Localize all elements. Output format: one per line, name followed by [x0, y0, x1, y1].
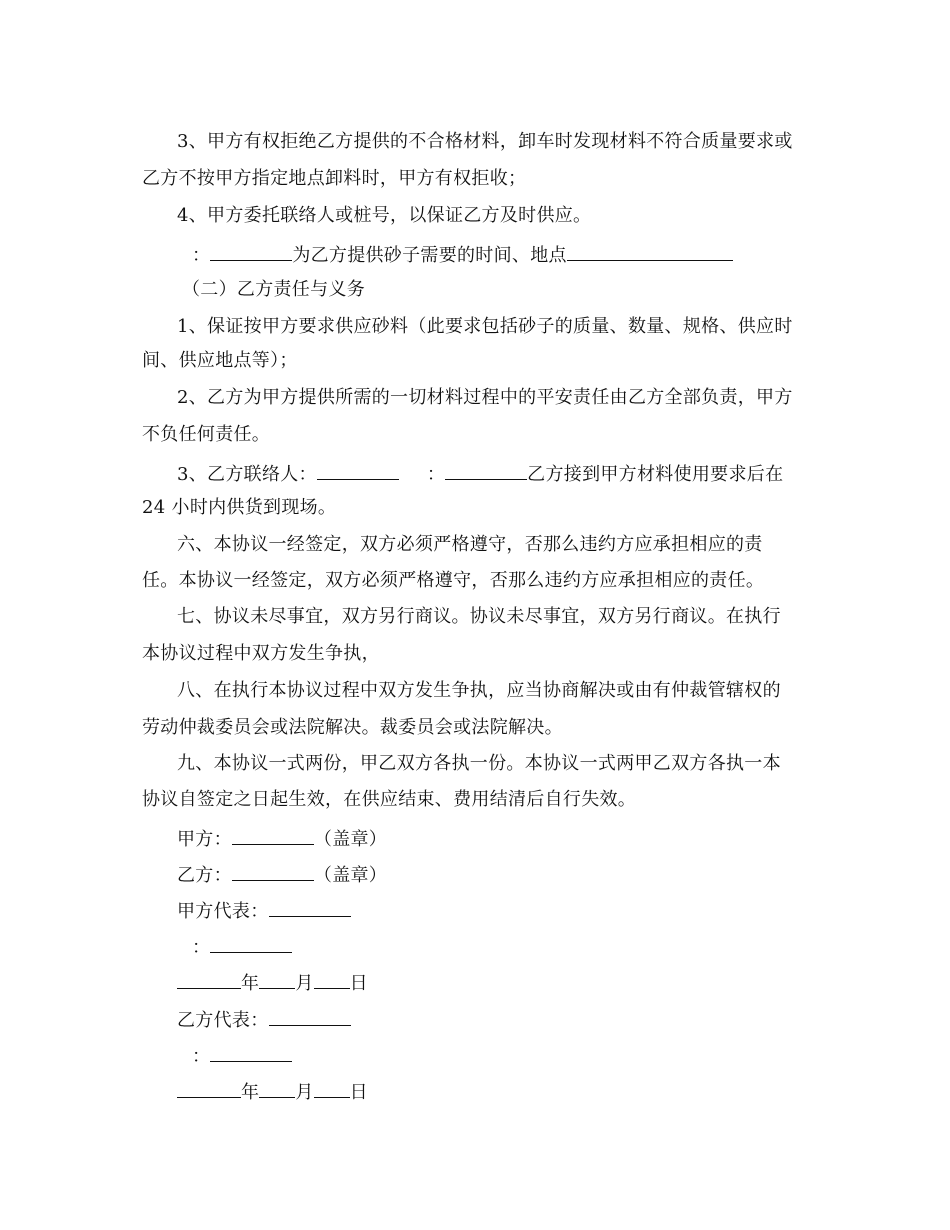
paragraph-line: [177, 461, 783, 486]
signature-rep-a: [177, 898, 351, 923]
text: 日: [349, 1082, 368, 1103]
blank-field: [314, 1079, 350, 1098]
date-line-b: [177, 1079, 368, 1104]
paragraph-line: [142, 789, 636, 811]
text: 年: [241, 973, 260, 994]
blank-field: [567, 242, 733, 261]
text: 为乙方提供砂子需要的时间、地点: [292, 245, 567, 266]
text: 2、乙方为甲方提供所需的一切材料过程中的平安责任由乙方全部负责，甲方: [177, 387, 793, 408]
text: 24 小时内供货到现场。: [142, 497, 337, 518]
text: ：: [192, 1046, 211, 1067]
text: ：: [426, 464, 446, 485]
text: 不负任何责任。: [142, 424, 271, 445]
paragraph-line: [177, 205, 591, 227]
blank-field: [445, 461, 527, 480]
blank-field: [317, 461, 399, 480]
blank-field: [269, 898, 351, 917]
paragraph-line: [142, 168, 526, 190]
text: 六、本协议一经签定，双方必须严格遵守，否那么违约方应承担相应的责: [177, 534, 763, 555]
paragraph-line: [142, 643, 380, 665]
blank-field: [269, 1007, 351, 1026]
text: 月: [295, 973, 314, 994]
text: 4、甲方委托联络人或桩号，以保证乙方及时供应。: [177, 205, 592, 226]
paragraph-line: [142, 570, 764, 592]
paragraph-line: [177, 680, 781, 702]
paragraph-line: [177, 387, 793, 409]
blank-field: [177, 970, 241, 989]
text: 3、乙方联络人：: [177, 464, 317, 485]
text: 七、协议未尽事宜，双方另行商议。协议未尽事宜，双方另行商议。在执行: [177, 606, 781, 627]
seal-text: （盖章）: [313, 865, 388, 886]
seal-text: （盖章）: [313, 829, 388, 850]
paragraph-line: [142, 424, 270, 446]
paragraph-line: [177, 316, 793, 338]
text: 劳动仲裁委员会或法院解决。裁委员会或法院解决。: [142, 717, 563, 738]
label: 甲方代表：: [177, 901, 269, 922]
blank-field: [232, 862, 314, 881]
signature-rep-b-colon-line: [192, 1043, 292, 1068]
text: 1、保证按甲方要求供应砂料（此要求包括砂子的质量、数量、规格、供应时: [177, 316, 793, 337]
label: 乙方：: [177, 865, 232, 886]
paragraph-line: [177, 606, 781, 628]
text: 乙方不按甲方指定地点卸料时，甲方有权拒收；: [142, 168, 527, 189]
paragraph-line: [177, 534, 763, 556]
date-line-a: [177, 970, 368, 995]
text: 九、本协议一式两份，甲乙双方各执一份。本协议一式两甲乙双方各执一本: [177, 753, 781, 774]
paragraph-line: [142, 497, 336, 519]
text: 本协议过程中双方发生争执，: [142, 643, 380, 664]
paragraph-line: [177, 753, 781, 775]
blank-field: [210, 934, 292, 953]
blank-field: [177, 1079, 241, 1098]
text: 任。本协议一经签定，双方必须严格遵守，否那么违约方应承担相应的责任。: [142, 570, 765, 591]
blank-field: [210, 1043, 292, 1062]
blank-field: [232, 826, 314, 845]
signature-party-b: [177, 862, 387, 887]
label: 乙方代表：: [177, 1010, 269, 1031]
text: 月: [295, 1082, 314, 1103]
text: 3、甲方有权拒绝乙方提供的不合格材料，卸车时发现材料不符合质量要求或: [177, 131, 793, 152]
signature-rep-a-colon-line: [192, 934, 292, 959]
signature-party-a: [177, 826, 387, 851]
text: 乙方接到甲方材料使用要求后在: [527, 464, 784, 485]
text: 日: [349, 973, 368, 994]
signature-rep-b: [177, 1007, 351, 1032]
text: 协议自签定之日起生效，在供应结束、费用结清后自行失效。: [142, 789, 637, 810]
paragraph-line: [142, 717, 563, 739]
blank-field: [210, 242, 292, 261]
paragraph-line: [142, 350, 298, 372]
blank-field: [259, 1079, 295, 1098]
section-heading: [182, 279, 365, 301]
text: ：: [192, 245, 211, 266]
text: 八、在执行本协议过程中双方发生争执，应当协商解决或由有仲裁管辖权的: [177, 680, 781, 701]
label: 甲方：: [177, 829, 232, 850]
paragraph-line: [177, 131, 793, 153]
text: ：: [192, 937, 211, 958]
blank-field: [314, 970, 350, 989]
text: 间、供应地点等）；: [142, 350, 298, 371]
blank-field: [259, 970, 295, 989]
text: （二）乙方责任与义务: [182, 279, 365, 300]
text: 年: [241, 1082, 260, 1103]
paragraph-line: [192, 242, 733, 267]
